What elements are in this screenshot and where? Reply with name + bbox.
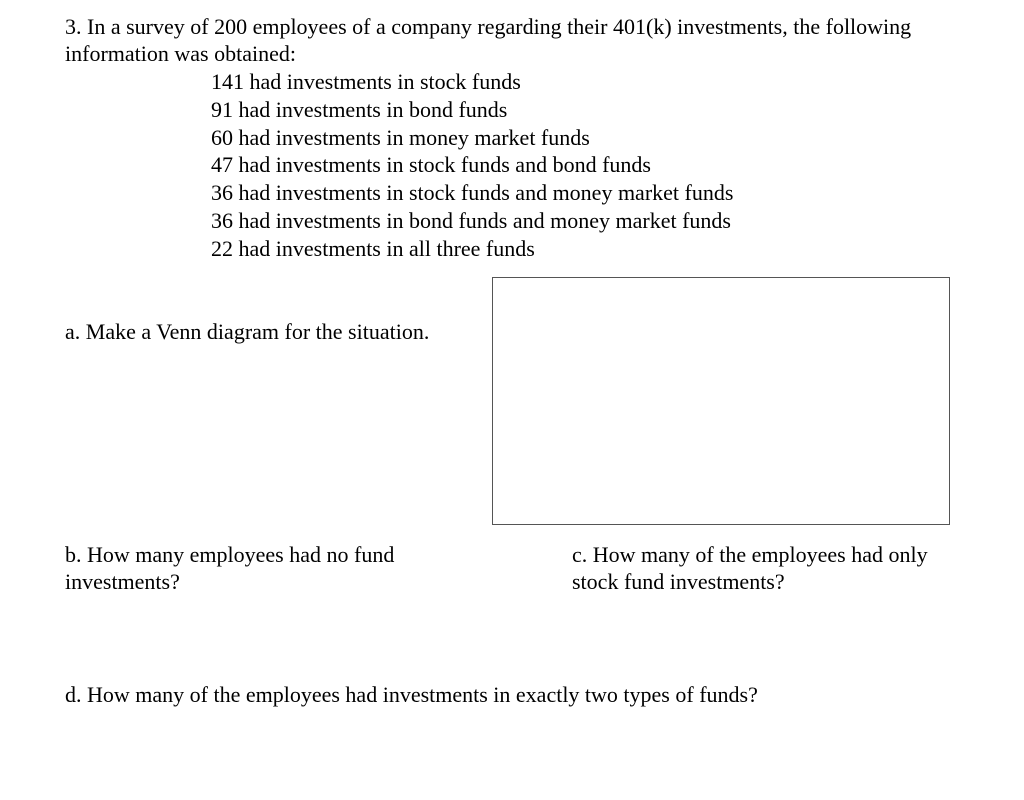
question-a: a. Make a Venn diagram for the situation. (65, 319, 430, 344)
problem-statement: 3. In a survey of 200 employees of a company regarding their 401(k) investments, the following information was obtained: (65, 14, 912, 66)
fact-money-market: 60 had investments in money market funds (211, 124, 590, 150)
question-b: b. How many employees had no fund investments? (65, 542, 395, 594)
question-d: d. How many of the employees had investments in exactly two types of funds? (65, 682, 758, 707)
fact-stock: 141 had investments in stock funds (211, 69, 521, 94)
fact-stock-and-money-market: 36 had investments in stock funds and money market funds (211, 180, 734, 206)
fact-bond-and-money-market: 36 had investments in bond funds and money market funds (211, 207, 731, 233)
fact-all-three: 22 had investments in all three funds (211, 235, 535, 261)
question-c: c. How many of the employees had only stock fund investments? (572, 542, 928, 594)
fact-stock-and-bond: 47 had investments in stock funds and bond funds (211, 152, 651, 178)
fact-bond: 91 had investments in bond funds (211, 96, 508, 122)
venn-diagram-answer-box[interactable] (492, 277, 950, 525)
survey-facts-list (211, 68, 733, 263)
